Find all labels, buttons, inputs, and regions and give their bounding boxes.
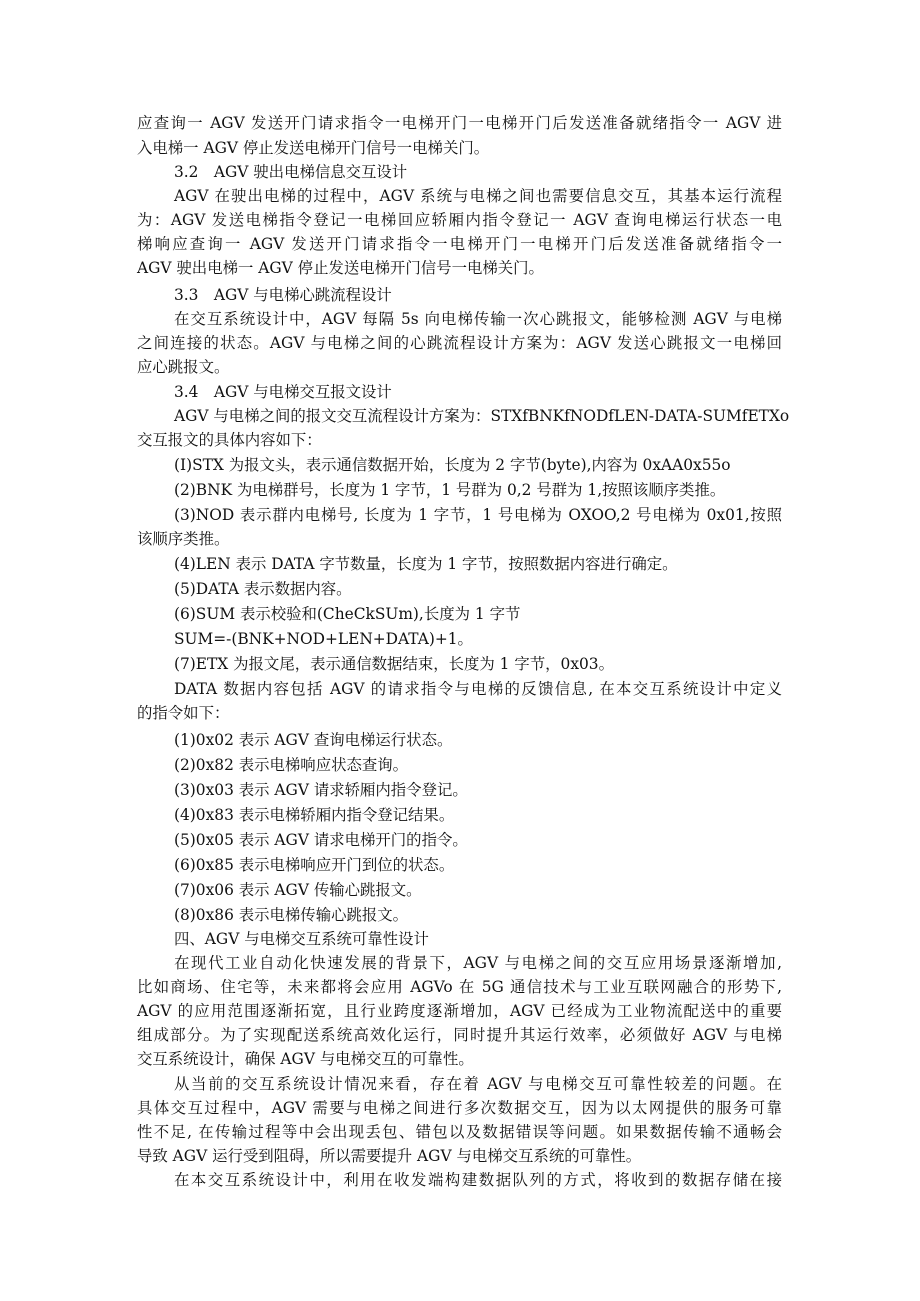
list-item: (3)NOD 表示群内电梯号, 长度为 1 字节，1 号电梯为 OXOO,2 号电梯为 0x01,按照 <box>174 506 782 524</box>
text-line: 在本交互系统设计中，利用在收发端构建数据队列的方式，将收到的数据存储在接 <box>174 1171 782 1189</box>
text-line: 为：AGV 发送电梯指令登记一电梯回应轿厢内指令登记一 AGV 查询电梯运行状态一电 <box>137 211 782 229</box>
text-line: 入电梯一 AGV 停止发送电梯开门信号一电梯关门。 <box>137 139 490 157</box>
text-line: AGV 在驶出电梯的过程中，AGV 系统与电梯之间也需要信息交互，其基本运行流程 <box>174 187 782 205</box>
list-item: (4)LEN 表示 DATA 字节数量，长度为 1 字节，按照数据内容进行确定。 <box>174 555 678 573</box>
text-line: AGV 与电梯之间的报文交互流程设计方案为：STXfBNKfNODfLEN-DATA-SUMfETXo <box>174 407 790 425</box>
list-item: (5)0x05 表示 AGV 请求电梯开门的指令。 <box>174 831 468 849</box>
section-heading: 四、AGV 与电梯交互系统可靠性设计 <box>174 930 429 948</box>
list-item: (2)0x82 表示电梯响应状态查询。 <box>174 756 409 774</box>
list-item: (7)ETX 为报文尾，表示通信数据结束，长度为 1 字节，0x03。 <box>174 655 614 673</box>
text-line: 交互报文的具体内容如下： <box>137 431 322 449</box>
text-line: 从当前的交互系统设计情况来看，存在着 AGV 与电梯交互可靠性较差的问题。在 <box>174 1075 782 1093</box>
list-item: (2)BNK 为电梯群号，长度为 1 字节，1 号群为 0,2 号群为 1,按照该顺序类推。 <box>174 481 726 499</box>
text-line: DATA 数据内容包括 AGV 的请求指令与电梯的反馈信息, 在本交互系统设计中定义 <box>174 680 782 698</box>
text-line: 具体交互过程中，AGV 需要与电梯之间进行多次数据交互，因为以太网提供的服务可靠 <box>137 1099 782 1117</box>
section-heading: 3.2 AGV 驶出电梯信息交互设计 <box>174 163 408 181</box>
text-line: 性不足, 在传输过程等中会出现丢包、错包以及数据错误等问题。如果数据传输不通畅会 <box>137 1123 782 1141</box>
text-line: 在现代工业自动化快速发展的背景下，AGV 与电梯之间的交互应用场景逐渐增加, <box>174 954 782 972</box>
section-heading: 3.4 AGV 与电梯交互报文设计 <box>174 383 392 401</box>
text-line: 的指令如下： <box>137 704 230 722</box>
text-line: 之间连接的状态。AGV 与电梯之间的心跳流程设计方案为：AGV 发送心跳报文一电梯回 <box>137 334 782 352</box>
list-item: (I)STX 为报文头，表示通信数据开始，长度为 2 字节(byte),内容为 0xAA0x55o <box>174 456 731 474</box>
list-item: (7)0x06 表示 AGV 传输心跳报文。 <box>174 881 422 899</box>
text-line: 组成部分。为了实现配送系统高效化运行，同时提升其运行效率，必须做好 AGV 与电梯 <box>137 1026 782 1044</box>
list-item: (3)0x03 表示 AGV 请求轿厢内指令登记。 <box>174 781 468 799</box>
text-line: AGV 驶出电梯一 AGV 停止发送电梯开门信号一电梯关门。 <box>137 259 544 277</box>
list-item: (4)0x83 表示电梯轿厢内指令登记结果。 <box>174 806 455 824</box>
text-line: 导致 AGV 运行受到阻碍，所以需要提升 AGV 与电梯交互系统的可靠性。 <box>137 1147 642 1165</box>
list-item: (8)0x86 表示电梯传输心跳报文。 <box>174 906 409 924</box>
text-line: 在交互系统设计中，AGV 每隔 5s 向电梯传输一次心跳报文，能够检测 AGV 与电梯 <box>174 310 782 328</box>
text-line: 该顺序类推。 <box>137 530 230 548</box>
list-item: (6)SUM 表示校验和(CheCkSUm),长度为 1 字节 <box>174 605 521 623</box>
section-heading: 3.3 AGV 与电梯心跳流程设计 <box>174 286 392 304</box>
text-line: 应查询一 AGV 发送开门请求指令一电梯开门一电梯开门后发送准备就绪指令一 AGV 进 <box>137 114 782 132</box>
formula-line: SUM=-(BNK+NOD+LEN+DATA)+1。 <box>174 630 473 648</box>
text-line: 交互系统设计，确保 AGV 与电梯交互的可靠性。 <box>137 1050 474 1068</box>
text-line: 比如商场、住宅等，未来都将会应用 AGVo 在 5G 通信技术与工业互联网融合的形势下, <box>137 978 782 996</box>
list-item: (5)DATA 表示数据内容。 <box>174 580 352 598</box>
list-item: (1)0x02 表示 AGV 查询电梯运行状态。 <box>174 731 453 749</box>
list-item: (6)0x85 表示电梯响应开门到位的状态。 <box>174 856 455 874</box>
text-line: AGV 的应用范围逐渐拓宽，且行业跨度逐渐增加，AGV 已经成为工业物流配送中的重要 <box>137 1002 782 1020</box>
text-line: 应心跳报文。 <box>137 358 230 376</box>
text-line: 梯响应查询一 AGV 发送开门请求指令一电梯开门一电梯开门后发送准备就绪指令一 <box>137 235 782 253</box>
